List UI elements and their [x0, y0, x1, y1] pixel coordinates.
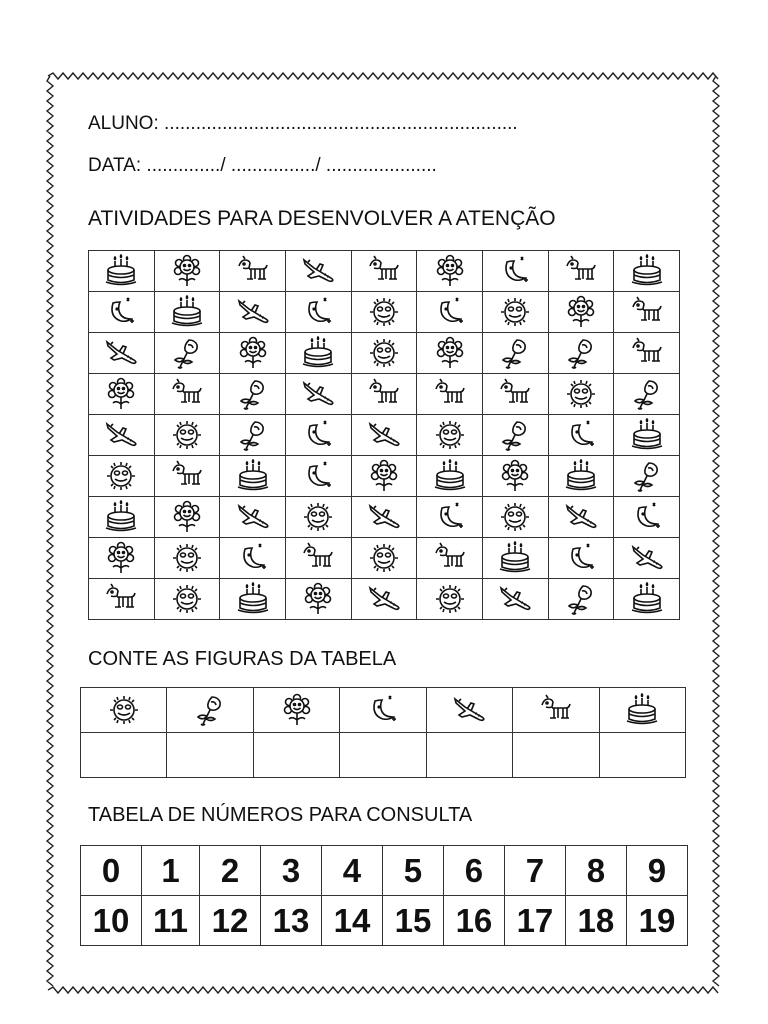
- grid-cell: [482, 333, 548, 374]
- grid-cell: [482, 456, 548, 497]
- grid-cell: [548, 497, 614, 538]
- count-answer-cell[interactable]: [253, 733, 339, 778]
- rose-icon: [483, 418, 548, 452]
- grid-cell: [154, 292, 220, 333]
- count-answer-cell[interactable]: [513, 733, 599, 778]
- dog-icon: [352, 254, 417, 288]
- student-name-line[interactable]: [88, 113, 518, 135]
- flower-icon: [254, 693, 339, 727]
- dog-icon: [483, 377, 548, 411]
- grid-cell: [417, 497, 483, 538]
- grid-cell: [417, 333, 483, 374]
- plane-icon: [89, 336, 154, 370]
- count-answer-cell[interactable]: [81, 733, 167, 778]
- flower-icon: [220, 336, 285, 370]
- plane-icon: [549, 500, 614, 534]
- grid-cell: [351, 415, 417, 456]
- number-cell: 5: [382, 846, 443, 896]
- rose-icon: [220, 377, 285, 411]
- grid-cell: [285, 333, 351, 374]
- rose-icon: [483, 336, 548, 370]
- grid-row: [89, 374, 680, 415]
- count-icon-cell: [599, 688, 685, 733]
- grid-cell: [89, 415, 155, 456]
- dog-icon: [417, 541, 482, 575]
- sun-icon: [483, 500, 548, 534]
- moon-icon: [286, 418, 351, 452]
- count-icon-cell: [253, 688, 339, 733]
- grid-row: [89, 251, 680, 292]
- grid-cell: [482, 579, 548, 620]
- grid-cell: [154, 497, 220, 538]
- sun-icon: [352, 295, 417, 329]
- number-cell: 9: [626, 846, 687, 896]
- cake-icon: [89, 500, 154, 534]
- grid-cell: [285, 497, 351, 538]
- cake-icon: [614, 582, 679, 616]
- grid-cell: [417, 374, 483, 415]
- moon-icon: [549, 418, 614, 452]
- number-cell: 16: [443, 896, 504, 946]
- plane-icon: [89, 418, 154, 452]
- number-cell: 18: [565, 896, 626, 946]
- grid-cell: [351, 292, 417, 333]
- flower-icon: [417, 254, 482, 288]
- grid-row: [89, 292, 680, 333]
- grid-cell: [351, 497, 417, 538]
- grid-cell: [285, 292, 351, 333]
- grid-cell: [220, 251, 286, 292]
- grid-cell: [220, 456, 286, 497]
- plane-icon: [352, 418, 417, 452]
- plane-icon: [483, 582, 548, 616]
- rose-icon: [614, 459, 679, 493]
- grid-cell: [417, 251, 483, 292]
- grid-cell: [614, 497, 680, 538]
- sun-icon: [155, 541, 220, 575]
- dog-icon: [220, 254, 285, 288]
- moon-icon: [417, 295, 482, 329]
- count-icon-cell: [426, 688, 512, 733]
- grid-cell: [351, 538, 417, 579]
- grid-cell: [548, 579, 614, 620]
- number-cell: 4: [321, 846, 382, 896]
- dog-icon: [549, 254, 614, 288]
- dog-icon: [417, 377, 482, 411]
- plane-icon: [286, 254, 351, 288]
- moon-icon: [549, 541, 614, 575]
- grid-row: [89, 497, 680, 538]
- grid-cell: [548, 538, 614, 579]
- grid-cell: [89, 579, 155, 620]
- count-table: [80, 687, 686, 778]
- grid-cell: [154, 251, 220, 292]
- dog-icon: [155, 459, 220, 493]
- grid-row: [89, 456, 680, 497]
- sun-icon: [286, 500, 351, 534]
- grid-cell: [351, 251, 417, 292]
- count-answer-cell[interactable]: [340, 733, 426, 778]
- grid-cell: [417, 456, 483, 497]
- count-icon-cell: [513, 688, 599, 733]
- grid-row: [89, 538, 680, 579]
- moon-icon: [614, 500, 679, 534]
- activity-title: ATIVIDADES PARA DESENVOLVER A ATENÇÃO: [88, 207, 556, 230]
- moon-icon: [286, 459, 351, 493]
- number-cell: 3: [261, 846, 322, 896]
- moon-icon: [220, 541, 285, 575]
- plane-icon: [427, 693, 512, 727]
- date-day-field[interactable]: ..............: [146, 155, 221, 176]
- date-month-field[interactable]: ................: [230, 155, 316, 176]
- cake-icon: [286, 336, 351, 370]
- grid-cell: [351, 374, 417, 415]
- sun-icon: [89, 459, 154, 493]
- grid-cell: [89, 292, 155, 333]
- grid-cell: [614, 333, 680, 374]
- number-cell: 0: [81, 846, 142, 896]
- number-cell: 1: [141, 846, 199, 896]
- grid-cell: [482, 538, 548, 579]
- grid-cell: [548, 333, 614, 374]
- date-separator: /: [220, 155, 226, 176]
- plane-icon: [220, 500, 285, 534]
- cake-icon: [600, 693, 685, 727]
- number-cell: 10: [81, 896, 142, 946]
- flower-icon: [483, 459, 548, 493]
- date-label: DATA:: [88, 155, 142, 176]
- dog-icon: [513, 693, 598, 727]
- number-cell: 11: [141, 896, 199, 946]
- grid-cell: [154, 415, 220, 456]
- sun-icon: [155, 418, 220, 452]
- grid-cell: [614, 538, 680, 579]
- moon-icon: [286, 295, 351, 329]
- grid-cell: [89, 333, 155, 374]
- number-cell: 15: [382, 896, 443, 946]
- grid-cell: [482, 415, 548, 456]
- grid-cell: [285, 538, 351, 579]
- grid-cell: [220, 292, 286, 333]
- cake-icon: [220, 459, 285, 493]
- count-icon-cell: [81, 688, 167, 733]
- sun-icon: [352, 541, 417, 575]
- rose-icon: [155, 336, 220, 370]
- grid-cell: [548, 251, 614, 292]
- grid-cell: [351, 579, 417, 620]
- flower-icon: [417, 336, 482, 370]
- dog-icon: [155, 377, 220, 411]
- number-cell: 14: [321, 896, 382, 946]
- grid-row: [89, 579, 680, 620]
- sun-icon: [352, 336, 417, 370]
- sun-icon: [483, 295, 548, 329]
- grid-cell: [285, 456, 351, 497]
- flower-icon: [549, 295, 614, 329]
- grid-cell: [614, 579, 680, 620]
- dog-icon: [89, 582, 154, 616]
- date-separator: /: [315, 155, 321, 176]
- number-cell: 13: [261, 896, 322, 946]
- count-icon-cell: [340, 688, 426, 733]
- number-cell: 6: [443, 846, 504, 896]
- student-name-field[interactable]: ...................................................................: [164, 113, 518, 134]
- grid-cell: [548, 456, 614, 497]
- grid-cell: [482, 251, 548, 292]
- count-icon-cell: [167, 688, 253, 733]
- flower-icon: [286, 582, 351, 616]
- number-cell: 12: [200, 896, 261, 946]
- plane-icon: [614, 541, 679, 575]
- grid-cell: [154, 374, 220, 415]
- plane-icon: [220, 295, 285, 329]
- student-label: ALUNO:: [88, 113, 159, 134]
- count-answer-cell[interactable]: [167, 733, 253, 778]
- count-answer-cell[interactable]: [599, 733, 685, 778]
- cake-icon: [89, 254, 154, 288]
- grid-cell: [285, 374, 351, 415]
- number-cell: 8: [565, 846, 626, 896]
- grid-cell: [220, 497, 286, 538]
- number-cell: 19: [626, 896, 687, 946]
- grid-cell: [614, 415, 680, 456]
- grid-cell: [220, 333, 286, 374]
- dog-icon: [352, 377, 417, 411]
- moon-icon: [89, 295, 154, 329]
- plane-icon: [352, 582, 417, 616]
- rose-icon: [167, 693, 252, 727]
- cake-icon: [614, 254, 679, 288]
- number-cell: 2: [200, 846, 261, 896]
- dog-icon: [614, 336, 679, 370]
- attention-grid: [88, 250, 680, 620]
- grid-cell: [285, 415, 351, 456]
- grid-cell: [417, 292, 483, 333]
- flower-icon: [352, 459, 417, 493]
- grid-cell: [154, 456, 220, 497]
- number-cell: 7: [504, 846, 565, 896]
- grid-cell: [548, 374, 614, 415]
- rose-icon: [549, 582, 614, 616]
- flower-icon: [155, 500, 220, 534]
- flower-icon: [155, 254, 220, 288]
- grid-row: [89, 415, 680, 456]
- grid-cell: [482, 292, 548, 333]
- grid-cell: [614, 292, 680, 333]
- cake-icon: [549, 459, 614, 493]
- date-line[interactable]: [88, 155, 437, 177]
- grid-cell: [417, 579, 483, 620]
- dog-icon: [286, 541, 351, 575]
- grid-cell: [89, 497, 155, 538]
- rose-icon: [614, 377, 679, 411]
- moon-icon: [483, 254, 548, 288]
- sun-icon: [155, 582, 220, 616]
- grid-cell: [482, 374, 548, 415]
- grid-cell: [154, 579, 220, 620]
- sun-icon: [417, 418, 482, 452]
- grid-cell: [548, 415, 614, 456]
- numbers-title: TABELA DE NÚMEROS PARA CONSULTA: [88, 804, 473, 826]
- grid-cell: [154, 538, 220, 579]
- grid-cell: [482, 497, 548, 538]
- rose-icon: [549, 336, 614, 370]
- grid-cell: [220, 579, 286, 620]
- grid-cell: [614, 374, 680, 415]
- number-cell: 17: [504, 896, 565, 946]
- grid-row: [89, 333, 680, 374]
- flower-icon: [89, 541, 154, 575]
- cake-icon: [483, 541, 548, 575]
- grid-cell: [614, 456, 680, 497]
- flower-icon: [89, 377, 154, 411]
- grid-cell: [89, 538, 155, 579]
- grid-cell: [614, 251, 680, 292]
- numbers-table: [80, 845, 688, 946]
- moon-icon: [417, 500, 482, 534]
- grid-cell: [351, 333, 417, 374]
- rose-icon: [220, 418, 285, 452]
- cake-icon: [614, 418, 679, 452]
- grid-cell: [154, 333, 220, 374]
- grid-cell: [285, 251, 351, 292]
- date-year-field[interactable]: .....................: [325, 155, 437, 176]
- grid-cell: [417, 415, 483, 456]
- sun-icon: [549, 377, 614, 411]
- moon-icon: [340, 693, 425, 727]
- grid-cell: [351, 456, 417, 497]
- plane-icon: [352, 500, 417, 534]
- grid-cell: [548, 292, 614, 333]
- cake-icon: [155, 295, 220, 329]
- cake-icon: [417, 459, 482, 493]
- plane-icon: [286, 377, 351, 411]
- grid-cell: [220, 374, 286, 415]
- sun-icon: [417, 582, 482, 616]
- grid-cell: [417, 538, 483, 579]
- grid-cell: [220, 415, 286, 456]
- dog-icon: [614, 295, 679, 329]
- grid-cell: [285, 579, 351, 620]
- grid-cell: [89, 251, 155, 292]
- grid-cell: [89, 456, 155, 497]
- count-title: CONTE AS FIGURAS DA TABELA: [88, 648, 397, 670]
- sun-icon: [81, 693, 166, 727]
- grid-cell: [220, 538, 286, 579]
- count-answer-cell[interactable]: [426, 733, 512, 778]
- cake-icon: [220, 582, 285, 616]
- grid-cell: [89, 374, 155, 415]
